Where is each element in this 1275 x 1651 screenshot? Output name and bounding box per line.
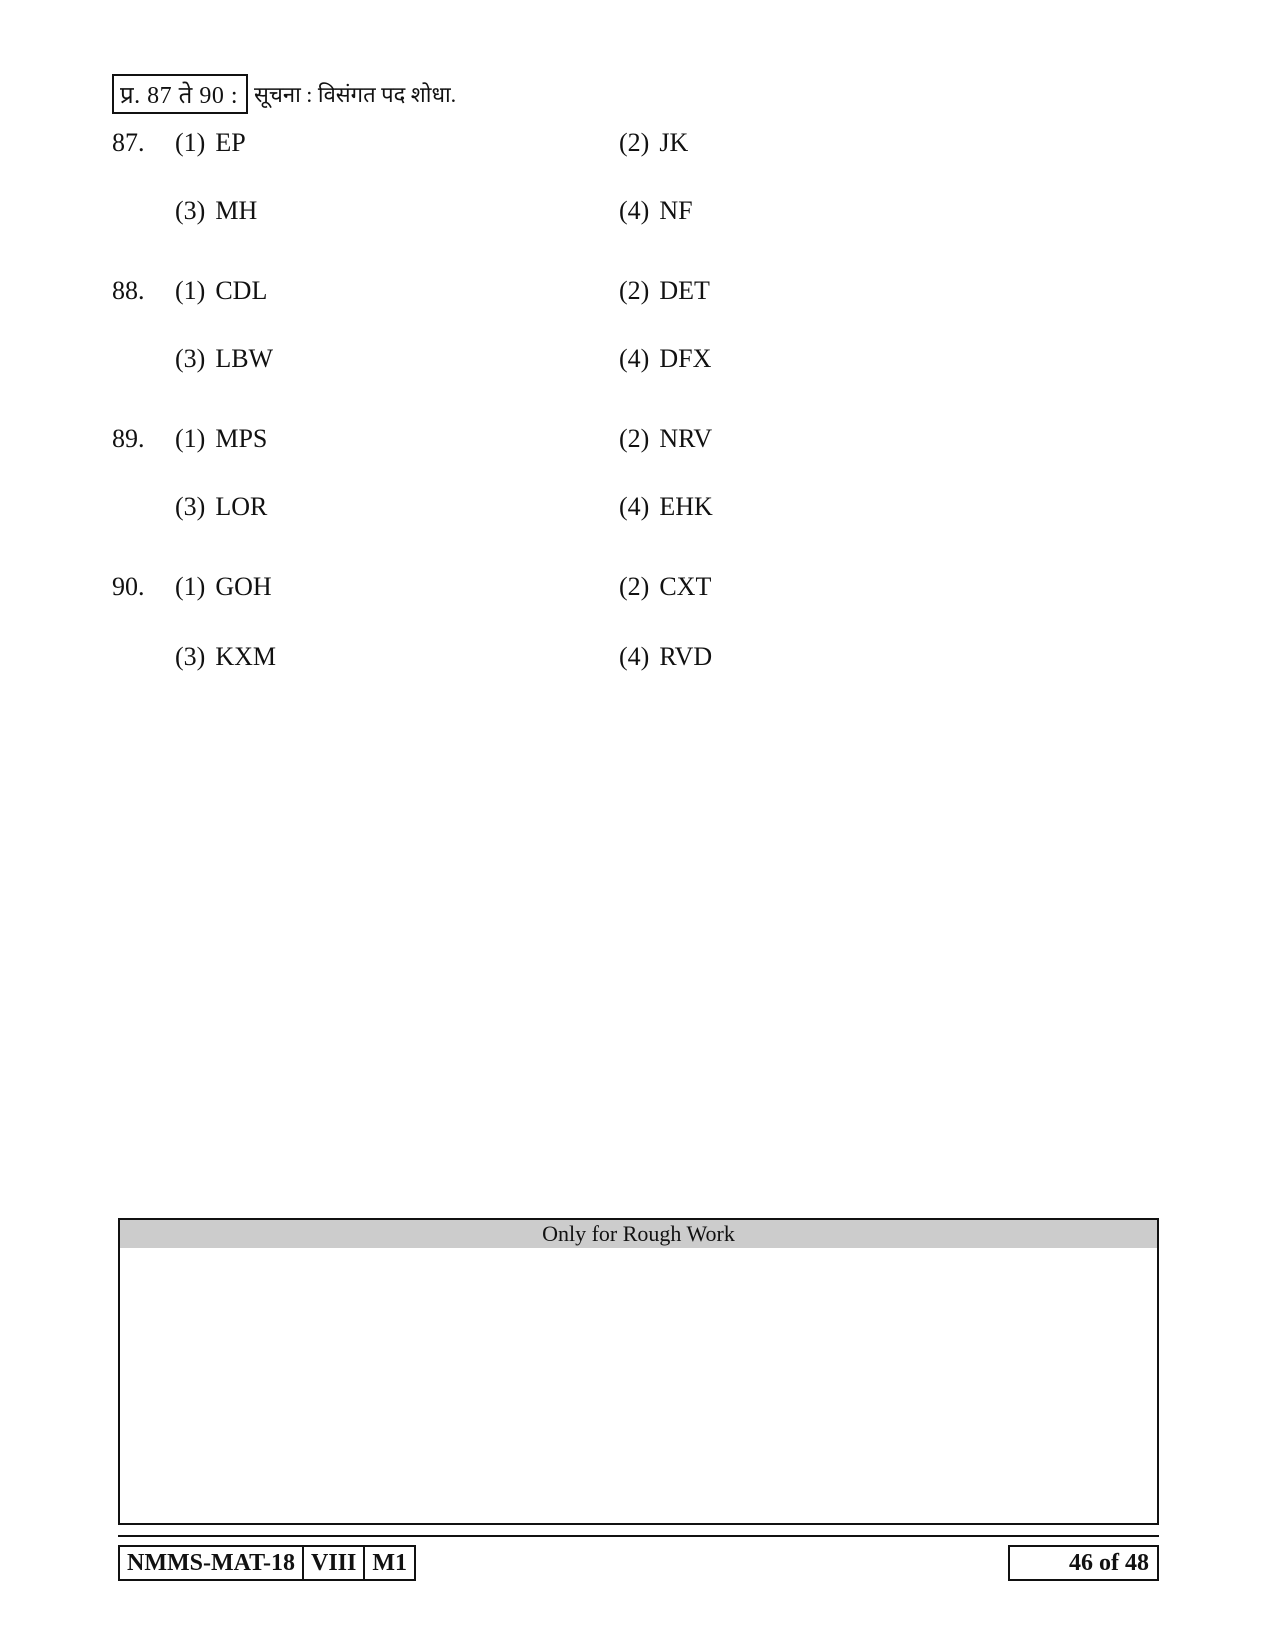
- option-1[interactable]: (1) CDL: [175, 276, 268, 305]
- option-3[interactable]: (3) LOR: [175, 492, 268, 521]
- class-label: VIII: [302, 1547, 363, 1579]
- option-4[interactable]: (4) NF: [619, 196, 693, 225]
- instruction-note: सूचना : विसंगत पद शोधा.: [254, 82, 457, 107]
- question-89: [112, 424, 1012, 564]
- question-88: [112, 276, 1012, 416]
- question-range-box: प्र. 87 ते 90 :: [112, 74, 248, 114]
- option-4[interactable]: (4) DFX: [619, 344, 712, 373]
- footer-divider: [118, 1535, 1159, 1537]
- option-3[interactable]: (3) MH: [175, 196, 258, 225]
- question-90: [112, 572, 1012, 712]
- option-3[interactable]: (3) KXM: [175, 642, 276, 671]
- paper-code: NMMS-MAT-18: [127, 1550, 295, 1576]
- page-number: 46 of 48: [1008, 1545, 1159, 1581]
- medium-label: M1: [363, 1547, 414, 1579]
- option-2[interactable]: (2) CXT: [619, 572, 712, 601]
- question-number: 88.: [112, 276, 145, 305]
- option-3[interactable]: (3) LBW: [175, 344, 274, 373]
- option-4[interactable]: (4) RVD: [619, 642, 713, 671]
- option-1[interactable]: (1) MPS: [175, 424, 268, 453]
- rough-work-box: [118, 1218, 1159, 1525]
- question-number: 90.: [112, 572, 145, 601]
- option-2[interactable]: (2) JK: [619, 128, 689, 157]
- question-87: [112, 128, 1012, 268]
- question-number: 89.: [112, 424, 145, 453]
- option-2[interactable]: (2) NRV: [619, 424, 713, 453]
- option-4[interactable]: (4) EHK: [619, 492, 713, 521]
- option-1[interactable]: (1) GOH: [175, 572, 272, 601]
- rough-work-title: Only for Rough Work: [120, 1220, 1157, 1248]
- footer-paper-code: [118, 1545, 416, 1581]
- question-number: 87.: [112, 128, 145, 157]
- option-2[interactable]: (2) DET: [619, 276, 710, 305]
- instruction-line: [112, 73, 456, 115]
- option-1[interactable]: (1) EP: [175, 128, 246, 157]
